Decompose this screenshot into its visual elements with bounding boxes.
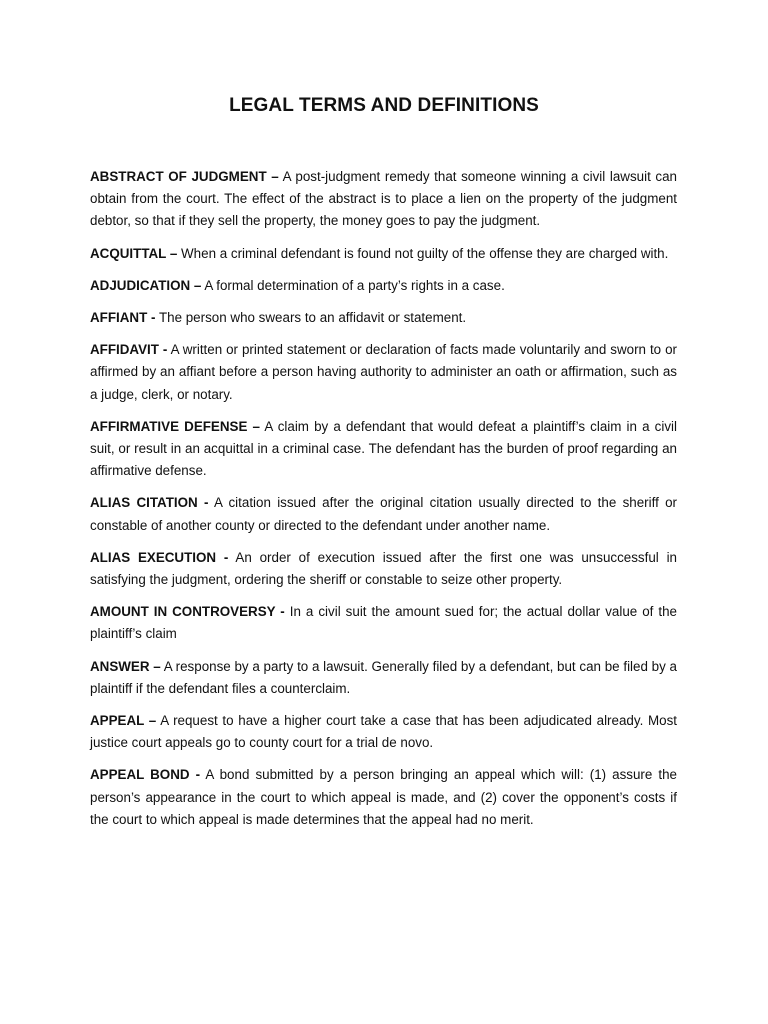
definition-term: AMOUNT IN CONTROVERSY - — [90, 604, 285, 620]
definition-text: When a criminal defendant is found not guilty of the offense they are charged with. — [181, 245, 669, 261]
definition-entry — [90, 307, 677, 329]
definition-text: In a civil suit the amount sued for; the actual dollar value of the plaintiff’s claim — [90, 604, 677, 642]
definition-term: AFFIRMATIVE DEFENSE – — [90, 418, 260, 434]
definition-term: AFFIANT - — [90, 310, 156, 326]
definition-entry — [90, 243, 677, 265]
definition-text: A citation issued after the original citation usually directed to the sheriff or constable of another county or directed to the defendant under another name. — [90, 495, 678, 533]
page-title: LEGAL TERMS AND DEFINITIONS — [229, 95, 539, 116]
definition-term: ABSTRACT OF JUDGMENT – — [90, 169, 279, 184]
definition-text: A request to have a higher court take a case that has been adjudicated already. Most justice court appeals go to county court for a trial de novo. — [90, 713, 677, 751]
definition-entry — [90, 710, 677, 754]
definition-term: ALIAS CITATION - — [90, 495, 209, 511]
definition-term: ADJUDICATION – — [90, 277, 202, 293]
definition-term: APPEAL BOND - — [90, 767, 201, 783]
definition-term: AFFIDAVIT - — [90, 342, 168, 358]
definition-text: A post-judgment remedy that someone winning a civil lawsuit can obtain from the court. The effect of the abstract is to place a lien on the property of the judgment debtor, so that if they sell the property, the money goes to pay the judgment. — [90, 169, 678, 229]
definition-text: A claim by a defendant that would defeat a plaintiff’s claim in a civil suit, or result in an acquittal in a criminal case. The defendant has the burden of proof regarding an affirmative defense. — [90, 418, 677, 479]
definition-text: A response by a party to a lawsuit. Generally filed by a defendant, but can be filed by a plaintiff if the defendant files a counterclaim. — [90, 658, 677, 696]
definition-text: The person who swears to an affidavit or statement. — [158, 310, 467, 326]
definition-entry — [90, 547, 677, 591]
definition-text: An order of execution issued after the first one was unsuccessful in satisfying the judgment, ordering the sheriff or constable to seize other property. — [90, 549, 677, 588]
definition-entry — [90, 492, 677, 536]
definition-entry — [90, 275, 677, 297]
definitions-list — [90, 166, 677, 841]
definition-text: A written or printed statement or declaration of facts made voluntarily and sworn to or affirmed by an affiant before a person having authority to administer an oath or affirmation, such as a judge, clerk, or notary. — [90, 342, 677, 402]
definition-entry — [90, 656, 677, 700]
definition-entry — [90, 416, 677, 483]
definition-term: ANSWER – — [90, 658, 161, 674]
definition-entry — [90, 601, 677, 645]
definition-entry — [90, 764, 677, 831]
definition-term: APPEAL – — [90, 713, 157, 729]
definition-entry — [90, 339, 677, 406]
definition-text: A formal determination of a party’s rights in a case. — [204, 277, 505, 293]
definition-entry — [90, 166, 677, 233]
definition-text: A bond submitted by a person bringing an appeal which will: (1) assure the person’s appearance in the court to which appeal is made, and (2) cover the opponent’s costs if the court to which appeal is made determines that the appeal had no merit. — [90, 767, 677, 827]
definition-term: ACQUITTAL – — [90, 245, 178, 261]
definition-term: ALIAS EXECUTION - — [90, 549, 229, 565]
